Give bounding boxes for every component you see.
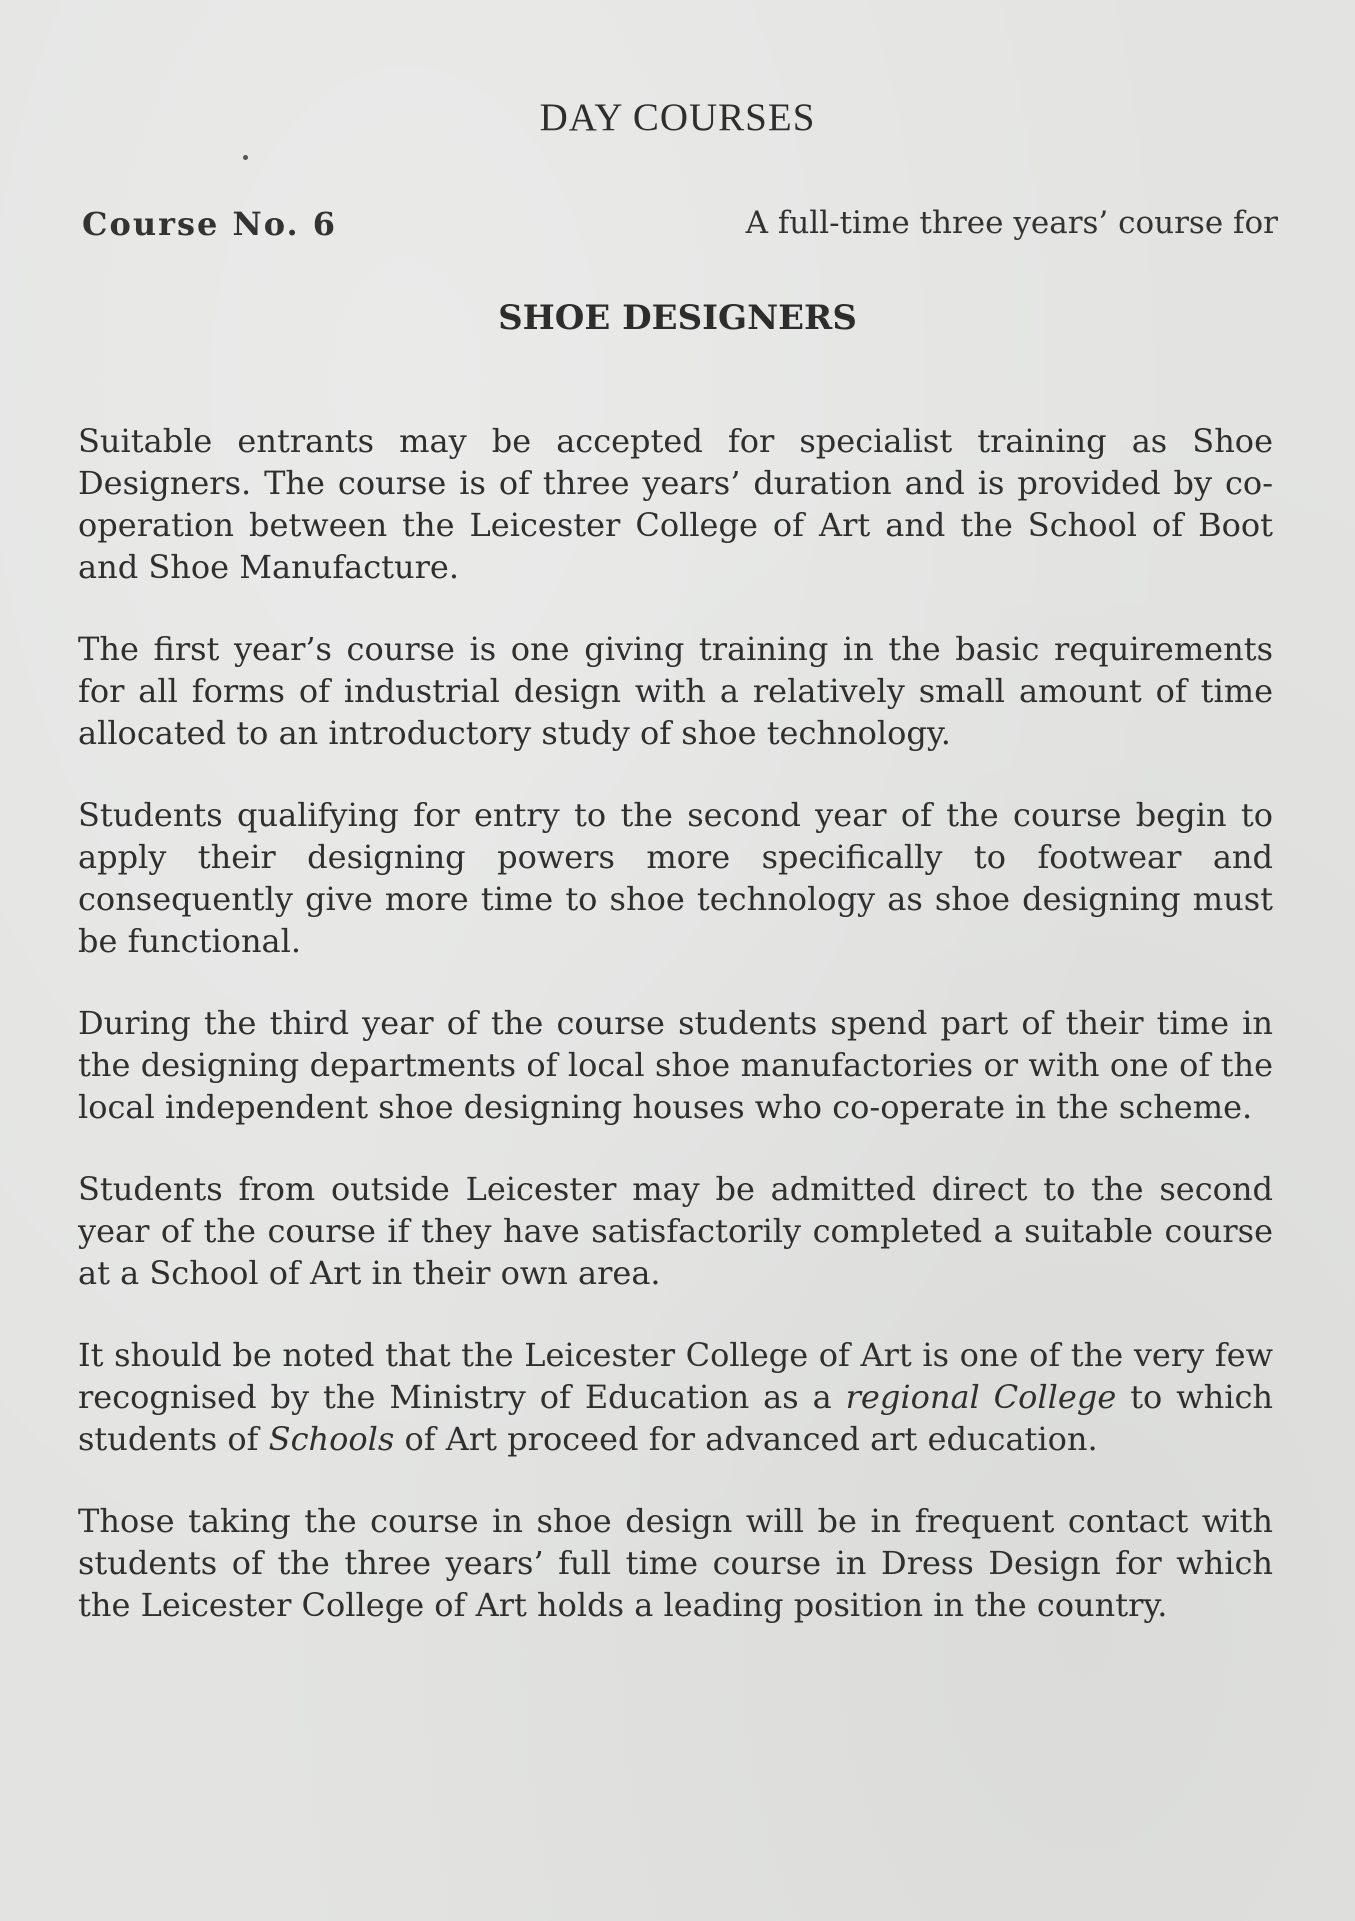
recognition-text-1: It should be noted that the Leicester College of Art is one of the very few recognised by the Ministry of Education as a <box>78 1336 1273 1416</box>
printed-dot-mark <box>243 155 248 160</box>
recognition-text-3: of Art proceed for advanced art education. <box>394 1420 1098 1458</box>
course-description: A full-time three years’ course for <box>745 205 1278 241</box>
recognition-italic-schools: Schools <box>268 1420 395 1458</box>
paragraph-recognition <box>78 1334 1273 1460</box>
body-text <box>78 420 1273 1626</box>
paragraph-first-year: The first year’s course is one giving training in the basic requirements for all forms of industrial design with a relatively small amount of time allocated to an introductory study of shoe technology. <box>78 630 1273 752</box>
paragraph-third-year: During the third year of the course students spend part of their time in the designing departments of local shoe manufactories or with one of the local independent shoe designing houses who co-operate in the scheme. <box>78 1004 1273 1126</box>
paragraph-second-year: Students qualifying for entry to the second year of the course begin to apply their designing powers more specifically to footwear and consequently give more time to shoe technology as shoe designing must be functional. <box>78 796 1273 960</box>
recognition-text-2: to which students of <box>78 1378 1274 1458</box>
paragraph-entrants: Suitable entrants may be accepted for specialist training as Shoe Designers. The course is of three years’ duration and is provided by co-operation between the Leicester College of Art and the School of Boot and Shoe Manufacture. <box>78 422 1273 586</box>
paragraph-outside-students: Students from outside Leicester may be admitted direct to the second year of the course if they have satisfactorily completed a suitable course at a School of Art in their own area. <box>78 1170 1273 1292</box>
course-row <box>82 205 1278 255</box>
paragraph-dress-design: Those taking the course in shoe design will be in frequent contact with students of the three years’ full time course in Dress Design for which the Leicester College of Art holds a leading position in the country. <box>78 1502 1273 1624</box>
page-heading: DAY COURSES <box>539 96 816 139</box>
course-title: SHOE DESIGNERS <box>498 298 857 338</box>
course-number: Course No. 6 <box>82 205 338 243</box>
recognition-italic-regional-college: regional College <box>845 1378 1117 1416</box>
